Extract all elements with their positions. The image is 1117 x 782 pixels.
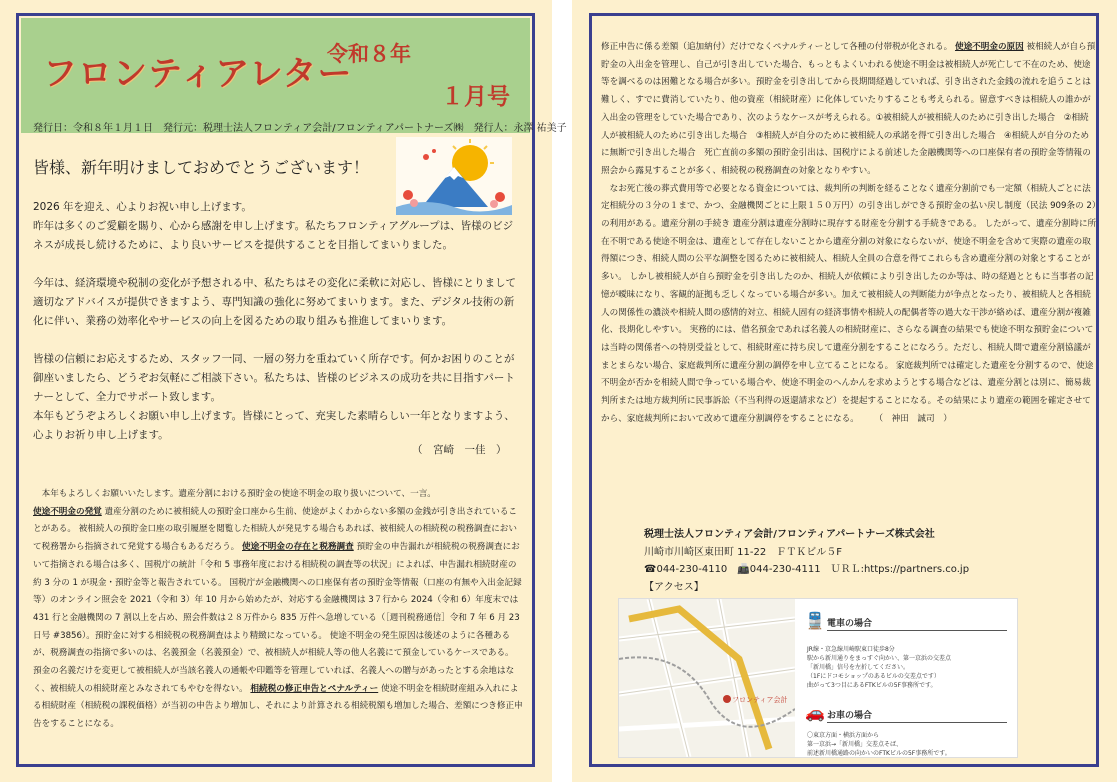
newsletter-page-2 <box>589 13 1099 767</box>
heading-cause: 使途不明金の原因 <box>954 42 1024 52</box>
article-para-1 <box>601 39 1097 181</box>
train-line: 「新川橋」信号を左折してください。 <box>807 664 910 671</box>
train-icon: 🚆 <box>805 611 825 630</box>
greeting-paragraph: 2026 年を迎え、心よりお祝い申し上げます。 <box>33 201 252 213</box>
text-discovery: 遺産分割のために被相続人の預貯金口座から生前、使途がよくわからない多額の金銭が引き出されていることがある。 被相続人の預貯金口座の取引履歴を閲覧した相続人が発見する場合もあれば、被相続人の相続税の税務調査において税務署から指摘されて発覚する場合もあるだろう。 <box>33 506 518 553</box>
greeting-body <box>33 198 519 445</box>
train-line: （1Fにドコモショップのあるビルの交差点です） <box>807 673 940 680</box>
text-existence: 預貯金の申告漏れが相続税の税務調査において指摘される場合は多く、国税庁の統計「令和 5 事務年度における相続税の調査等の状況」によれば、申告漏れ相続財産の約 3 分の 1 が現金・預貯金等と報告されている。 国税庁が金融機関への口座保有者の預貯金等情報（口座の有無や入出金記録等）のオンライン照会を 2021（令和 3）年 10 月から始めたが、対応する金融機関は 3７行から 2024（令和 6）年度末では 431 行と金融機関の 7 割以上を占め、照会件数は２８万件から 835 万件へ急増している（［週刊税務通信］令和 7 年 6 月 23 日号 #3856）。預貯金に対する相続税の税務調査はより精緻になっている。 使途不明金の発生原因は後述のように各種あるが、税務調査の指摘で多いのは、名義預金（名義預金）で、被相続人が相続人等の他人名義にて預金しているケースである。 預金の名義だけを変更して被相続人が当該名義人の通帳や印鑑等を管理していれば、名義人への贈与があったとする余地はなく、被相続人の相続財産とみなされてもやむを得ない。 <box>33 542 522 694</box>
greeting-paragraph: 本年もどうぞよろしくお願い申し上げます。皆様にとって、充実した素晴らしい一年となりますよう、心よりお祈り申し上げます。 <box>33 410 515 441</box>
greeting-paragraph: 皆様の信頼にお応えするため、スタッフ一同、一層の努力を重ねていく所存です。何かお困りのことが御座いましたら、どうぞお気軽にご相談下さい。私たちは、皆様のビジネスの成功を共に目指すパートナーとして、全力でサポート致します。 <box>33 353 515 403</box>
text-penalty: 修正申告に係る差額（追加納付）だけでなくペナルティーとして各種の付帯税が化される。 <box>601 42 953 52</box>
greeting-paragraph: 昨年は多くのご愛顧を賜り、心から感謝を申し上げます。私たちフロンティアグループは、皆様のビジネスが成長し続けるために、より良いサービスを提供することを目指してまいりました。 <box>33 220 514 251</box>
article-signature: （ 神田 誠司 ） <box>874 413 952 424</box>
heading-existence: 使途不明金の存在と税務調査 <box>242 542 354 553</box>
street-map-illustration <box>619 599 795 757</box>
train-line: JR線・京急線川崎駅東口徒歩8分 <box>807 646 895 653</box>
heading-correction: 相続税の修正申告とペナルティー <box>250 683 379 694</box>
heading-discovery: 使途不明金の発覚 <box>33 506 102 517</box>
access-map <box>618 598 1018 758</box>
newsletter-page-1 <box>16 13 567 767</box>
train-line: 曲がって3つ目にあるFTKビルの5F事務所です。 <box>807 682 937 689</box>
greeting-spacer <box>33 255 519 274</box>
article-continued <box>601 39 1097 428</box>
company-info <box>644 526 969 596</box>
newsletter-logo: フロンティアレター <box>43 54 353 94</box>
article-estate-unknown-funds <box>33 486 523 734</box>
car-line: 前述新川橋通路の向かいのFTKビルの5F事務所です。 <box>807 750 951 757</box>
text-correction: 使途不明金を相続財産組み入れによる相続財産（相続税の課税価格）が当初の申告より増加し、それにより計算される相続税額も増加した場合、差額につき修正申告をすることになる。 <box>33 683 523 730</box>
map-place-label: フロンティア会計 <box>732 696 788 704</box>
article-intro: 本年もよろしくお願いいたします。遺産分割における預貯金の使途不明金の取り扱いについて、一言。 <box>41 489 436 499</box>
car-icon: 🚗 <box>805 703 825 722</box>
car-line: 〇東京方面・横浜方面から <box>807 732 880 739</box>
train-line: 駅から新川通りをまっすぐ向かい、第一京浜の交差点 <box>807 655 952 662</box>
company-contact: ☎044-230-4110 📠044-230-4111 ＵＲＬ:https://partners.co.jp <box>644 564 970 575</box>
car-line: 第一京浜→「新川橋」交差点そば、 <box>807 741 903 748</box>
era-label: 令和８年 <box>327 42 411 66</box>
train-divider <box>827 630 1007 631</box>
issue-label: １月号 <box>441 84 510 110</box>
page-gutter <box>552 0 572 782</box>
greeting-spacer <box>33 331 519 350</box>
text-division: なお死亡後の葬式費用等で必要となる資金については、裁判所の判断を経ることなく遺産分割前でも一定額（相続人ごとに法定相続分の３分の１まで、かつ、金融機関ごとに上限１５０万円）の引き出しができる預貯金の払い戻し制度（民法 909条の 2）の利用がある。遺産分割の手続き 遺産分割は遺産分割時に現存する財産を分割する手続きである。 したがって、遺産分割時に所在不明である使途不明金は、遺産として存在しないことから遺産分割の対象にならないが、使途不明金を含めて実際の遺産の取得額につき、相続人間の公平な調整を図るために被相続人、相続人全員の合意を得てこれらも含め遺産分割の対象とすることが多い。 しかし被相続人が自ら預貯金を引き出したのか、相続人が依頼により引き出したのか等は、時の経過とともに当事者の記憶が曖昧になり、客観的証拠も乏しくなっている場合が多い。加えて被相続人の判断能力が争点となったり、被相続人と各相続人の関係性の濃淡や相続人間の感情的対立、相続人固有の経済事情や相続人の配偶者等の過大な干渉が絡めば、遺産分割が複雑化、長期化しやすい。 実務的には、借名預金であれば名義人の相続財産に、さらなる調査の結果でも使途不明な預貯金については当時の関係者への特別受益として、相続財産に持ち戻して遺産分割をすることになろう。ただし、相続人間で遺産分割協議がまとまらない場合、家庭裁判所に遺産分割の調停を申し立てることになる。 家庭裁判所では確定した遺産を分割するので、使途不明金が否かを相続人間で争っている場合や、使途不明金のへんかんを求めようとする場合などは、遺産分割とは別に、簡易裁判所または地方裁判所に民事訴訟（不当利得の返還請求など）を提起することになる。その結果により遺産の範囲を確定させてから、家庭裁判所において改めて遺産分割調停をすることになる。 <box>601 183 1097 424</box>
article-para-2 <box>601 181 1097 429</box>
access-label: 【アクセス】 <box>644 581 704 593</box>
car-divider <box>827 722 1007 723</box>
greeting-signature: （ 宮崎 一佳 ） <box>412 444 507 456</box>
text-cause: 被相続人が自ら預貯金の入出金を管理し、自己が引き出していた場合、もっともよくいわれる使途不明金は被相続人が死亡して不在のため、使途等を調べるのは困難となる場合が多い。預貯金を引き出してから長期間経過していれば、引き出された金銭の流れを追うことは難しく、すでに費消していたり、他の資産（相続財産）に化体していたりすることも考えられる。留意すべきは相続人の誰かが入出金の管理をしていた場合であり、次のようなケースが考えられる。①被相続人が被相続人のために引き出した場合 ②相続人が被相続人のために引き出した場合 ③相続人が自分のために被相続人の承諾を得て引き出した場合 ④相続人が自分のために無断で引き出した場合 死亡直前の多額の預貯金引出は、国税庁による前述した金融機関等への口座保有者の預貯金等情報の照会から露見することが多く、相続税の税務調査の対象となりやすい。 <box>601 42 1096 176</box>
greeting-paragraph: 今年は、経済環境や税制の変化が予想される中、私たちはその変化に柔軟に対応し、皆様にとりまして適切なアドバイスが提供できますよう、専門知識の強化に努めてまいります。また、デジタル技術の新化に伴い、業務の効率化やサービスの向上を図るための取り組みも推進してまいります。 <box>33 277 516 327</box>
company-address: 川崎市川崎区東田町 11-22 ＦＴＫビル５F <box>644 546 842 558</box>
car-title: お車の場合 <box>827 711 873 721</box>
company-name: 税理士法人フロンティア会計/フロンティアパートナーズ株式会社 <box>644 529 935 540</box>
greeting-headline: 皆様、新年明けましておめでとうございます！ <box>33 158 370 177</box>
publication-line: 発行日：令和８年１月１日 発行元：税理士法人フロンティア会計/フロンティアパートナーズ㈱ 発行人：永澤 祐美子 <box>33 123 567 134</box>
train-title: 電車の場合 <box>827 619 873 629</box>
access-directions <box>795 599 1017 757</box>
newsletter-header <box>21 18 567 134</box>
